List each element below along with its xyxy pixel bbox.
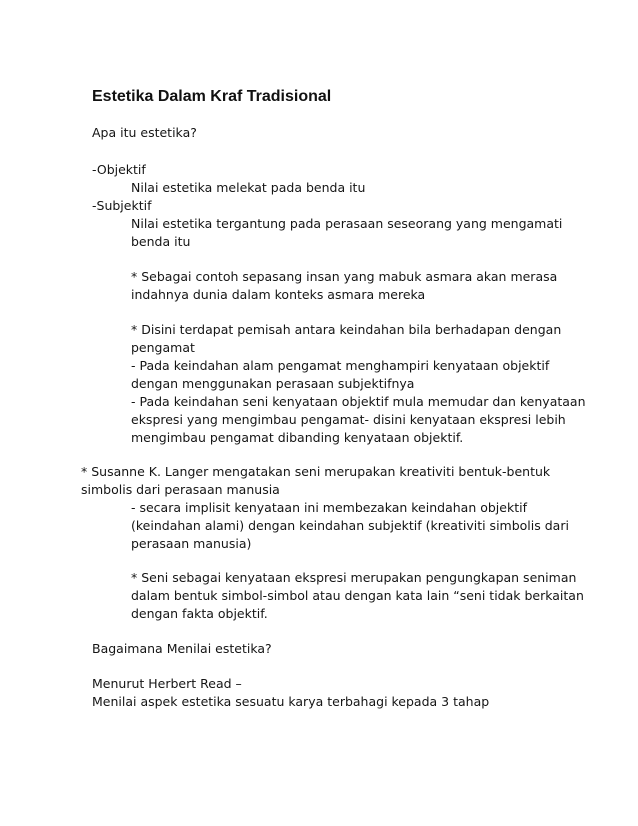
expression-line-3: dengan fakta objektif. <box>131 606 268 621</box>
objektif-definition: Nilai estetika melekat pada benda itu <box>131 180 366 195</box>
separation-line-1: * Disini terdapat pemisah antara keindahan bila berhadapan dengan <box>131 322 562 337</box>
herbert-read-heading: Menurut Herbert Read – <box>92 676 242 691</box>
langer-line-1: * Susanne K. Langer mengatakan seni merupakan kreativiti bentuk-bentuk <box>81 464 551 479</box>
nature-beauty-line-2: dengan menggunakan perasaan subjektifnya <box>131 376 415 391</box>
example-line-2: indahnya dunia dalam konteks asmara mereka <box>131 287 426 302</box>
heading-objektif: -Objektif <box>92 162 146 177</box>
example-line-1: * Sebagai contoh sepasang insan yang mabuk asmara akan merasa <box>131 269 558 284</box>
document-title: Estetika Dalam Kraf Tradisional <box>92 88 332 105</box>
separation-line-2: pengamat <box>131 340 195 355</box>
three-stages-line: Menilai aspek estetika sesuatu karya terbahagi kepada 3 tahap <box>92 694 490 709</box>
implicit-line-2: (keindahan alami) dengan keindahan subjektif (kreativiti simbolis dari <box>131 518 569 533</box>
heading-subjektif: -Subjektif <box>92 198 152 213</box>
art-beauty-line-2: ekspresi yang mengimbau pengamat- disini kenyataan ekspresi lebih <box>131 412 566 427</box>
expression-line-1: * Seni sebagai kenyataan ekspresi merupakan pengungkapan seniman <box>131 570 577 585</box>
subjektif-definition-line-2: benda itu <box>131 234 191 249</box>
question-what-is-aesthetics: Apa itu estetika? <box>92 125 197 140</box>
implicit-line-1: - secara implisit kenyataan ini membezakan keindahan objektif <box>131 500 527 515</box>
langer-line-2: simbolis dari perasaan manusia <box>81 482 280 497</box>
question-how-to-judge: Bagaimana Menilai estetika? <box>92 641 272 656</box>
art-beauty-line-3: mengimbau pengamat dibanding kenyataan objektif. <box>131 430 464 445</box>
art-beauty-line-1: - Pada keindahan seni kenyataan objektif mula memudar dan kenyataan <box>131 394 586 409</box>
nature-beauty-line-1: - Pada keindahan alam pengamat menghampiri kenyataan objektif <box>131 358 550 373</box>
expression-line-2: dalam bentuk simbol-simbol atau dengan kata lain “seni tidak berkaitan <box>131 588 584 603</box>
subjektif-definition-line-1: Nilai estetika tergantung pada perasaan seseorang yang mengamati <box>131 216 563 231</box>
implicit-line-3: perasaan manusia) <box>131 536 252 551</box>
